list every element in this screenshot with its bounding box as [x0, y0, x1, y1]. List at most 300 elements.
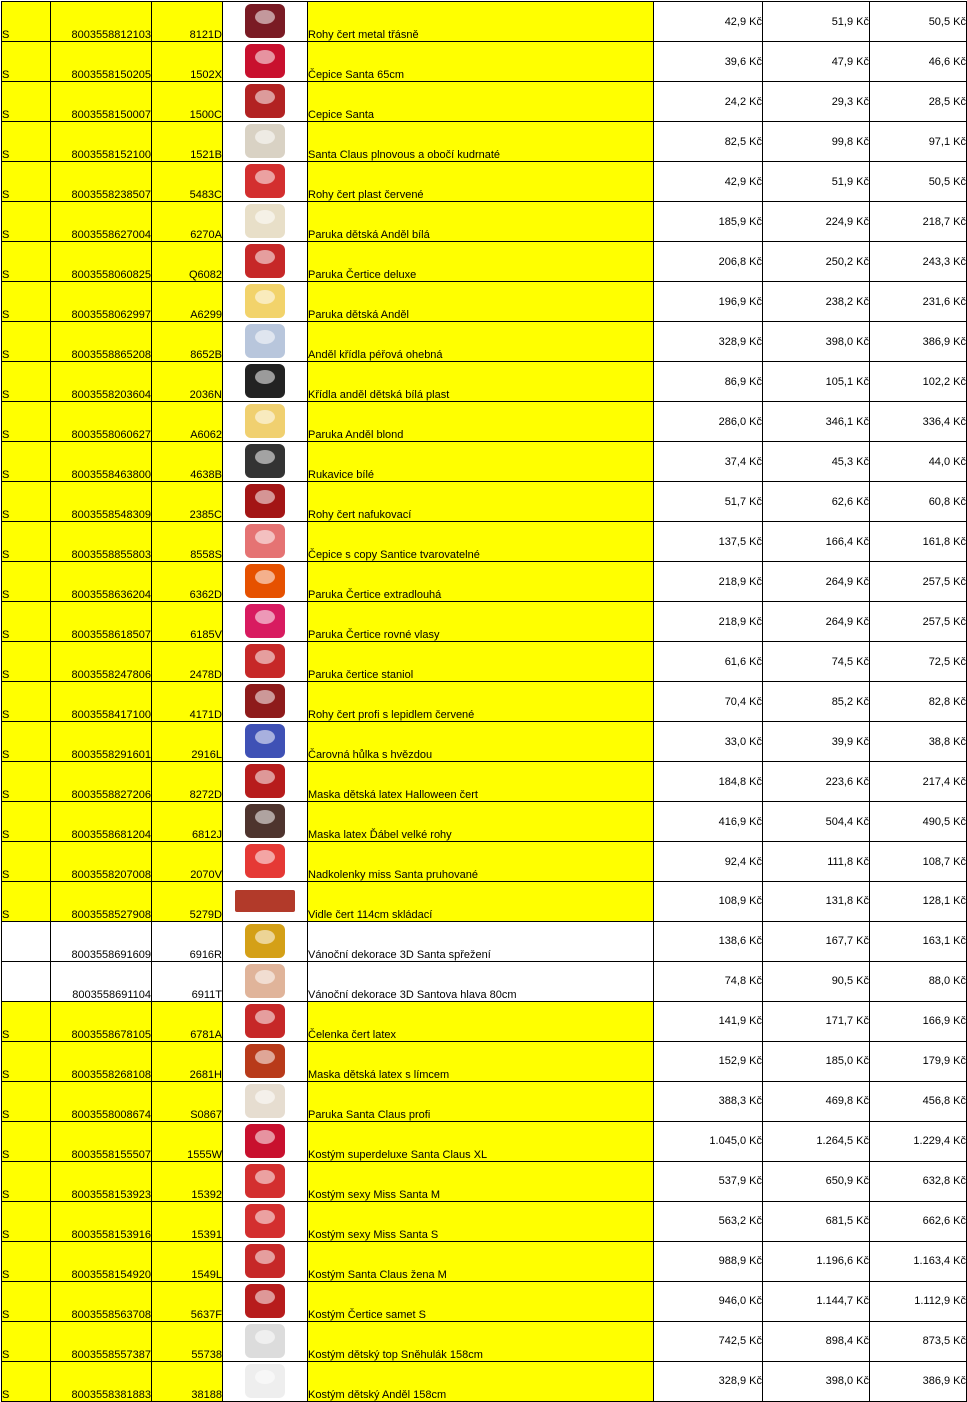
santa-beard-icon	[245, 124, 285, 158]
price-3-cell: 166,9 Kč	[870, 1001, 967, 1041]
ean-cell: 8003558636204	[51, 562, 152, 602]
flag-cell: S	[2, 602, 51, 642]
price-2-cell: 29,3 Kč	[763, 82, 870, 122]
flag-cell: S	[2, 482, 51, 522]
thumbnail-cell	[223, 322, 308, 362]
flag-cell: S	[2, 1201, 51, 1241]
ean-cell: 8003558557387	[51, 1321, 152, 1361]
table-row	[2, 961, 967, 1001]
ean-cell: 8003558150007	[51, 82, 152, 122]
price-3-cell: 632,8 Kč	[870, 1161, 967, 1201]
price-2-cell: 111,8 Kč	[763, 842, 870, 882]
price-2-cell: 47,9 Kč	[763, 42, 870, 82]
price-2-cell: 224,9 Kč	[763, 202, 870, 242]
price-3-cell: 873,5 Kč	[870, 1321, 967, 1361]
code-cell: 1521B	[152, 122, 223, 162]
magic-wand-icon	[245, 724, 285, 758]
code-cell: 1555W	[152, 1121, 223, 1161]
product-name-cell: Kostým dětský Anděl 158cm	[308, 1361, 654, 1401]
product-name-cell: Kostým Čertice samet S	[308, 1281, 654, 1321]
devil-horns-icon	[245, 684, 285, 718]
price-1-cell: 184,8 Kč	[654, 762, 763, 802]
table-row	[2, 802, 967, 842]
price-3-cell: 217,4 Kč	[870, 762, 967, 802]
code-cell: 1549L	[152, 1241, 223, 1281]
ean-cell: 8003558417100	[51, 682, 152, 722]
price-3-cell: 50,5 Kč	[870, 2, 967, 42]
angel-wings-icon	[245, 364, 285, 398]
code-cell: 8652B	[152, 322, 223, 362]
ean-cell: 8003558827206	[51, 762, 152, 802]
flag-cell: S	[2, 122, 51, 162]
table-row	[2, 482, 967, 522]
flag-cell: S	[2, 802, 51, 842]
table-row	[2, 522, 967, 562]
ean-cell: 8003558062997	[51, 282, 152, 322]
product-name-cell: Cepice Santa	[308, 82, 654, 122]
price-2-cell: 238,2 Kč	[763, 282, 870, 322]
santa-hat-icon	[245, 44, 285, 78]
ean-cell: 8003558268108	[51, 1041, 152, 1081]
price-2-cell: 223,6 Kč	[763, 762, 870, 802]
flag-cell: S	[2, 522, 51, 562]
table-row	[2, 602, 967, 642]
product-name-cell: Maska dětská latex s límcem	[308, 1041, 654, 1081]
devil-horns-icon	[245, 484, 285, 518]
santa-beard-icon	[245, 1084, 285, 1118]
code-cell: 2478D	[152, 642, 223, 682]
price-3-cell: 1.112,9 Kč	[870, 1281, 967, 1321]
flag-cell: S	[2, 882, 51, 922]
price-2-cell: 185,0 Kč	[763, 1041, 870, 1081]
thumbnail-cell	[223, 282, 308, 322]
thumbnail-cell	[223, 122, 308, 162]
price-2-cell: 85,2 Kč	[763, 682, 870, 722]
price-3-cell: 102,2 Kč	[870, 362, 967, 402]
code-cell: 15391	[152, 1201, 223, 1241]
product-table-body	[2, 2, 967, 1402]
price-2-cell: 74,5 Kč	[763, 642, 870, 682]
santa-costume-icon	[245, 1124, 285, 1158]
thumbnail-cell	[223, 202, 308, 242]
table-row	[2, 642, 967, 682]
code-cell: 2070V	[152, 842, 223, 882]
code-cell: 5483C	[152, 162, 223, 202]
price-2-cell: 398,0 Kč	[763, 322, 870, 362]
product-name-cell: Kostým sexy Miss Santa S	[308, 1201, 654, 1241]
price-2-cell: 171,7 Kč	[763, 1001, 870, 1041]
price-1-cell: 286,0 Kč	[654, 402, 763, 442]
table-row	[2, 2, 967, 42]
wig-icon	[245, 564, 285, 598]
gloves-icon	[245, 444, 285, 478]
price-1-cell: 138,6 Kč	[654, 921, 763, 961]
price-3-cell: 50,5 Kč	[870, 162, 967, 202]
price-2-cell: 469,8 Kč	[763, 1081, 870, 1121]
code-cell: 8558S	[152, 522, 223, 562]
flag-cell: S	[2, 162, 51, 202]
pitchfork-icon	[235, 890, 295, 912]
ean-cell: 8003558154920	[51, 1241, 152, 1281]
ean-cell: 8003558681204	[51, 802, 152, 842]
price-1-cell: 388,3 Kč	[654, 1081, 763, 1121]
price-1-cell: 37,4 Kč	[654, 442, 763, 482]
table-row	[2, 162, 967, 202]
product-name-cell: Rukavice bílé	[308, 442, 654, 482]
price-3-cell: 1.163,4 Kč	[870, 1241, 967, 1281]
price-1-cell: 74,8 Kč	[654, 961, 763, 1001]
price-3-cell: 161,8 Kč	[870, 522, 967, 562]
thumbnail-cell	[223, 882, 308, 922]
code-cell: 4638B	[152, 442, 223, 482]
flag-cell: S	[2, 682, 51, 722]
price-3-cell: 336,4 Kč	[870, 402, 967, 442]
thumbnail-cell	[223, 1241, 308, 1281]
thumbnail-cell	[223, 1321, 308, 1361]
price-1-cell: 218,9 Kč	[654, 602, 763, 642]
devil-headband-icon	[245, 1004, 285, 1038]
price-2-cell: 264,9 Kč	[763, 602, 870, 642]
ean-cell: 8003558207008	[51, 842, 152, 882]
ean-cell: 8003558247806	[51, 642, 152, 682]
price-1-cell: 86,9 Kč	[654, 362, 763, 402]
product-name-cell: Paruka Čertice extradlouhá	[308, 562, 654, 602]
product-name-cell: Čelenka čert latex	[308, 1001, 654, 1041]
product-name-cell: Paruka dětská Anděl	[308, 282, 654, 322]
ean-cell: 8003558618507	[51, 602, 152, 642]
table-row	[2, 1241, 967, 1281]
price-3-cell: 44,0 Kč	[870, 442, 967, 482]
ean-cell: 8003558060825	[51, 242, 152, 282]
price-3-cell: 257,5 Kč	[870, 562, 967, 602]
price-1-cell: 988,9 Kč	[654, 1241, 763, 1281]
product-name-cell: Kostým dětský top Sněhulák 158cm	[308, 1321, 654, 1361]
flag-cell: S	[2, 82, 51, 122]
thumbnail-cell	[223, 482, 308, 522]
flag-cell: S	[2, 562, 51, 602]
table-row	[2, 1041, 967, 1081]
code-cell: 6911T	[152, 961, 223, 1001]
price-1-cell: 152,9 Kč	[654, 1041, 763, 1081]
table-row	[2, 562, 967, 602]
ean-cell: 8003558865208	[51, 322, 152, 362]
santa-hat-icon	[245, 84, 285, 118]
code-cell: 6362D	[152, 562, 223, 602]
table-row	[2, 362, 967, 402]
table-row	[2, 42, 967, 82]
table-row	[2, 202, 967, 242]
price-2-cell: 39,9 Kč	[763, 722, 870, 762]
table-row	[2, 842, 967, 882]
price-3-cell: 97,1 Kč	[870, 122, 967, 162]
table-row	[2, 762, 967, 802]
table-row	[2, 1281, 967, 1321]
ean-cell: 8003558203604	[51, 362, 152, 402]
price-1-cell: 92,4 Kč	[654, 842, 763, 882]
table-row	[2, 1361, 967, 1401]
thumbnail-cell	[223, 762, 308, 802]
price-1-cell: 742,5 Kč	[654, 1321, 763, 1361]
ean-cell: 8003558153916	[51, 1201, 152, 1241]
code-cell: A6062	[152, 402, 223, 442]
ean-cell: 8003558527908	[51, 882, 152, 922]
thumbnail-cell	[223, 1121, 308, 1161]
santa-head-icon	[245, 964, 285, 998]
code-cell: 2385C	[152, 482, 223, 522]
price-2-cell: 1.144,7 Kč	[763, 1281, 870, 1321]
flag-cell: S	[2, 842, 51, 882]
ean-cell: 8003558008674	[51, 1081, 152, 1121]
product-name-cell: Anděl křídla péřová ohebná	[308, 322, 654, 362]
thumbnail-cell	[223, 921, 308, 961]
price-2-cell: 131,8 Kč	[763, 882, 870, 922]
product-name-cell: Paruka Čertice rovné vlasy	[308, 602, 654, 642]
price-3-cell: 82,8 Kč	[870, 682, 967, 722]
thumbnail-cell	[223, 1361, 308, 1401]
price-3-cell: 72,5 Kč	[870, 642, 967, 682]
flag-cell: S	[2, 242, 51, 282]
santa-costume-icon	[245, 1204, 285, 1238]
flag-cell: S	[2, 1321, 51, 1361]
price-1-cell: 61,6 Kč	[654, 642, 763, 682]
product-name-cell: Paruka Čertice deluxe	[308, 242, 654, 282]
flag-cell: S	[2, 42, 51, 82]
price-3-cell: 28,5 Kč	[870, 82, 967, 122]
price-1-cell: 218,9 Kč	[654, 562, 763, 602]
product-name-cell: Čepice Santa 65cm	[308, 42, 654, 82]
price-2-cell: 650,9 Kč	[763, 1161, 870, 1201]
product-name-cell: Čarovná hůlka s hvězdou	[308, 722, 654, 762]
product-name-cell: Paruka dětská Anděl bílá	[308, 202, 654, 242]
ean-cell: 8003558678105	[51, 1001, 152, 1041]
product-name-cell: Vánoční dekorace 3D Santova hlava 80cm	[308, 961, 654, 1001]
devil-mask-icon	[245, 764, 285, 798]
flag-cell	[2, 921, 51, 961]
santa-hat-icon	[245, 524, 285, 558]
flag-cell: S	[2, 722, 51, 762]
price-2-cell: 346,1 Kč	[763, 402, 870, 442]
product-name-cell: Paruka Anděl blond	[308, 402, 654, 442]
price-1-cell: 42,9 Kč	[654, 162, 763, 202]
table-row	[2, 122, 967, 162]
price-2-cell: 398,0 Kč	[763, 1361, 870, 1401]
code-cell: 1500C	[152, 82, 223, 122]
flag-cell: S	[2, 1241, 51, 1281]
table-row	[2, 722, 967, 762]
table-row	[2, 242, 967, 282]
price-2-cell: 1.196,6 Kč	[763, 1241, 870, 1281]
devil-mask-icon	[245, 1044, 285, 1078]
thumbnail-cell	[223, 1161, 308, 1201]
code-cell: 5637F	[152, 1281, 223, 1321]
product-name-cell: Santa Claus plnovous a obočí kudrnaté	[308, 122, 654, 162]
product-name-cell: Paruka Santa Claus profi	[308, 1081, 654, 1121]
ean-cell: 8003558238507	[51, 162, 152, 202]
thumbnail-cell	[223, 1001, 308, 1041]
thumbnail-cell	[223, 961, 308, 1001]
product-name-cell: Rohy čert nafukovací	[308, 482, 654, 522]
table-row	[2, 1321, 967, 1361]
ean-cell: 8003558463800	[51, 442, 152, 482]
price-1-cell: 206,8 Kč	[654, 242, 763, 282]
price-2-cell: 105,1 Kč	[763, 362, 870, 402]
flag-cell: S	[2, 1001, 51, 1041]
product-table	[1, 1, 967, 1402]
code-cell: 6270A	[152, 202, 223, 242]
wig-icon	[245, 644, 285, 678]
flag-cell: S	[2, 1081, 51, 1121]
price-3-cell: 46,6 Kč	[870, 42, 967, 82]
thumbnail-cell	[223, 1281, 308, 1321]
price-2-cell: 1.264,5 Kč	[763, 1121, 870, 1161]
thumbnail-cell	[223, 1041, 308, 1081]
ean-cell: 8003558291601	[51, 722, 152, 762]
price-1-cell: 39,6 Kč	[654, 42, 763, 82]
product-name-cell: Vánoční dekorace 3D Santa spřežení	[308, 921, 654, 961]
flag-cell: S	[2, 322, 51, 362]
angel-costume-icon	[245, 1364, 285, 1398]
flag-cell	[2, 961, 51, 1001]
code-cell: 6185V	[152, 602, 223, 642]
ean-cell: 8003558155507	[51, 1121, 152, 1161]
price-1-cell: 70,4 Kč	[654, 682, 763, 722]
santa-costume-icon	[245, 1164, 285, 1198]
thumbnail-cell	[223, 2, 308, 42]
ean-cell: 8003558150205	[51, 42, 152, 82]
price-3-cell: 88,0 Kč	[870, 961, 967, 1001]
table-row	[2, 1201, 967, 1241]
code-cell: 38188	[152, 1361, 223, 1401]
ean-cell: 8003558627004	[51, 202, 152, 242]
price-1-cell: 946,0 Kč	[654, 1281, 763, 1321]
price-2-cell: 504,4 Kč	[763, 802, 870, 842]
ean-cell: 8003558548309	[51, 482, 152, 522]
thumbnail-cell	[223, 602, 308, 642]
flag-cell: S	[2, 1161, 51, 1201]
price-1-cell: 185,9 Kč	[654, 202, 763, 242]
price-1-cell: 328,9 Kč	[654, 1361, 763, 1401]
table-row	[2, 921, 967, 961]
devil-horns-icon	[245, 164, 285, 198]
ean-cell: 8003558855803	[51, 522, 152, 562]
devil-costume-icon	[245, 1284, 285, 1318]
thumbnail-cell	[223, 562, 308, 602]
product-name-cell: Vidle čert 114cm skládací	[308, 882, 654, 922]
thumbnail-cell	[223, 162, 308, 202]
table-row	[2, 282, 967, 322]
price-1-cell: 141,9 Kč	[654, 1001, 763, 1041]
price-1-cell: 82,5 Kč	[654, 122, 763, 162]
flag-cell: S	[2, 1121, 51, 1161]
angel-wings-icon	[245, 324, 285, 358]
price-3-cell: 1.229,4 Kč	[870, 1121, 967, 1161]
thumbnail-cell	[223, 802, 308, 842]
product-name-cell: Křídla anděl dětská bílá plast	[308, 362, 654, 402]
price-1-cell: 1.045,0 Kč	[654, 1121, 763, 1161]
product-name-cell: Maska latex Ďábel velké rohy	[308, 802, 654, 842]
code-cell: S0867	[152, 1081, 223, 1121]
thumbnail-cell	[223, 42, 308, 82]
flag-cell: S	[2, 2, 51, 42]
price-3-cell: 662,6 Kč	[870, 1201, 967, 1241]
price-1-cell: 563,2 Kč	[654, 1201, 763, 1241]
price-1-cell: 108,9 Kč	[654, 882, 763, 922]
code-cell: 2916L	[152, 722, 223, 762]
price-2-cell: 90,5 Kč	[763, 961, 870, 1001]
thumbnail-cell	[223, 722, 308, 762]
code-cell: 2681H	[152, 1041, 223, 1081]
wig-icon	[245, 604, 285, 638]
product-name-cell: Paruka čertice staniol	[308, 642, 654, 682]
thumbnail-cell	[223, 642, 308, 682]
price-1-cell: 416,9 Kč	[654, 802, 763, 842]
table-row	[2, 682, 967, 722]
product-name-cell: Rohy čert plast červené	[308, 162, 654, 202]
price-2-cell: 681,5 Kč	[763, 1201, 870, 1241]
code-cell: 4171D	[152, 682, 223, 722]
price-3-cell: 179,9 Kč	[870, 1041, 967, 1081]
price-1-cell: 328,9 Kč	[654, 322, 763, 362]
snowman-costume-icon	[245, 1324, 285, 1358]
price-3-cell: 108,7 Kč	[870, 842, 967, 882]
table-row	[2, 882, 967, 922]
price-3-cell: 218,7 Kč	[870, 202, 967, 242]
thumbnail-cell	[223, 1081, 308, 1121]
ean-cell: 8003558060627	[51, 402, 152, 442]
price-2-cell: 51,9 Kč	[763, 162, 870, 202]
price-2-cell: 898,4 Kč	[763, 1321, 870, 1361]
thumbnail-cell	[223, 362, 308, 402]
thumbnail-cell	[223, 842, 308, 882]
santa-sleigh-icon	[245, 924, 285, 958]
wig-icon	[245, 204, 285, 238]
ean-cell: 8003558152100	[51, 122, 152, 162]
code-cell: Q6082	[152, 242, 223, 282]
product-name-cell: Rohy čert profi s lepidlem červené	[308, 682, 654, 722]
price-1-cell: 537,9 Kč	[654, 1161, 763, 1201]
thumbnail-cell	[223, 402, 308, 442]
price-3-cell: 163,1 Kč	[870, 921, 967, 961]
thumbnail-cell	[223, 242, 308, 282]
product-name-cell: Kostým sexy Miss Santa M	[308, 1161, 654, 1201]
flag-cell: S	[2, 1281, 51, 1321]
ean-cell: 8003558153923	[51, 1161, 152, 1201]
thumbnail-cell	[223, 1201, 308, 1241]
flag-cell: S	[2, 202, 51, 242]
price-1-cell: 33,0 Kč	[654, 722, 763, 762]
price-1-cell: 137,5 Kč	[654, 522, 763, 562]
thumbnail-cell	[223, 82, 308, 122]
price-2-cell: 166,4 Kč	[763, 522, 870, 562]
wig-icon	[245, 404, 285, 438]
ean-cell: 8003558691104	[51, 961, 152, 1001]
wig-icon	[245, 284, 285, 318]
code-cell: 2036N	[152, 362, 223, 402]
table-row	[2, 1001, 967, 1041]
product-name-cell: Rohy čert metal třásně	[308, 2, 654, 42]
price-1-cell: 196,9 Kč	[654, 282, 763, 322]
flag-cell: S	[2, 642, 51, 682]
flag-cell: S	[2, 1361, 51, 1401]
flag-cell: S	[2, 442, 51, 482]
code-cell: 55738	[152, 1321, 223, 1361]
price-3-cell: 60,8 Kč	[870, 482, 967, 522]
price-2-cell: 51,9 Kč	[763, 2, 870, 42]
price-2-cell: 264,9 Kč	[763, 562, 870, 602]
price-3-cell: 456,8 Kč	[870, 1081, 967, 1121]
product-name-cell: Čepice s copy Santice tvarovatelné	[308, 522, 654, 562]
table-row	[2, 1121, 967, 1161]
